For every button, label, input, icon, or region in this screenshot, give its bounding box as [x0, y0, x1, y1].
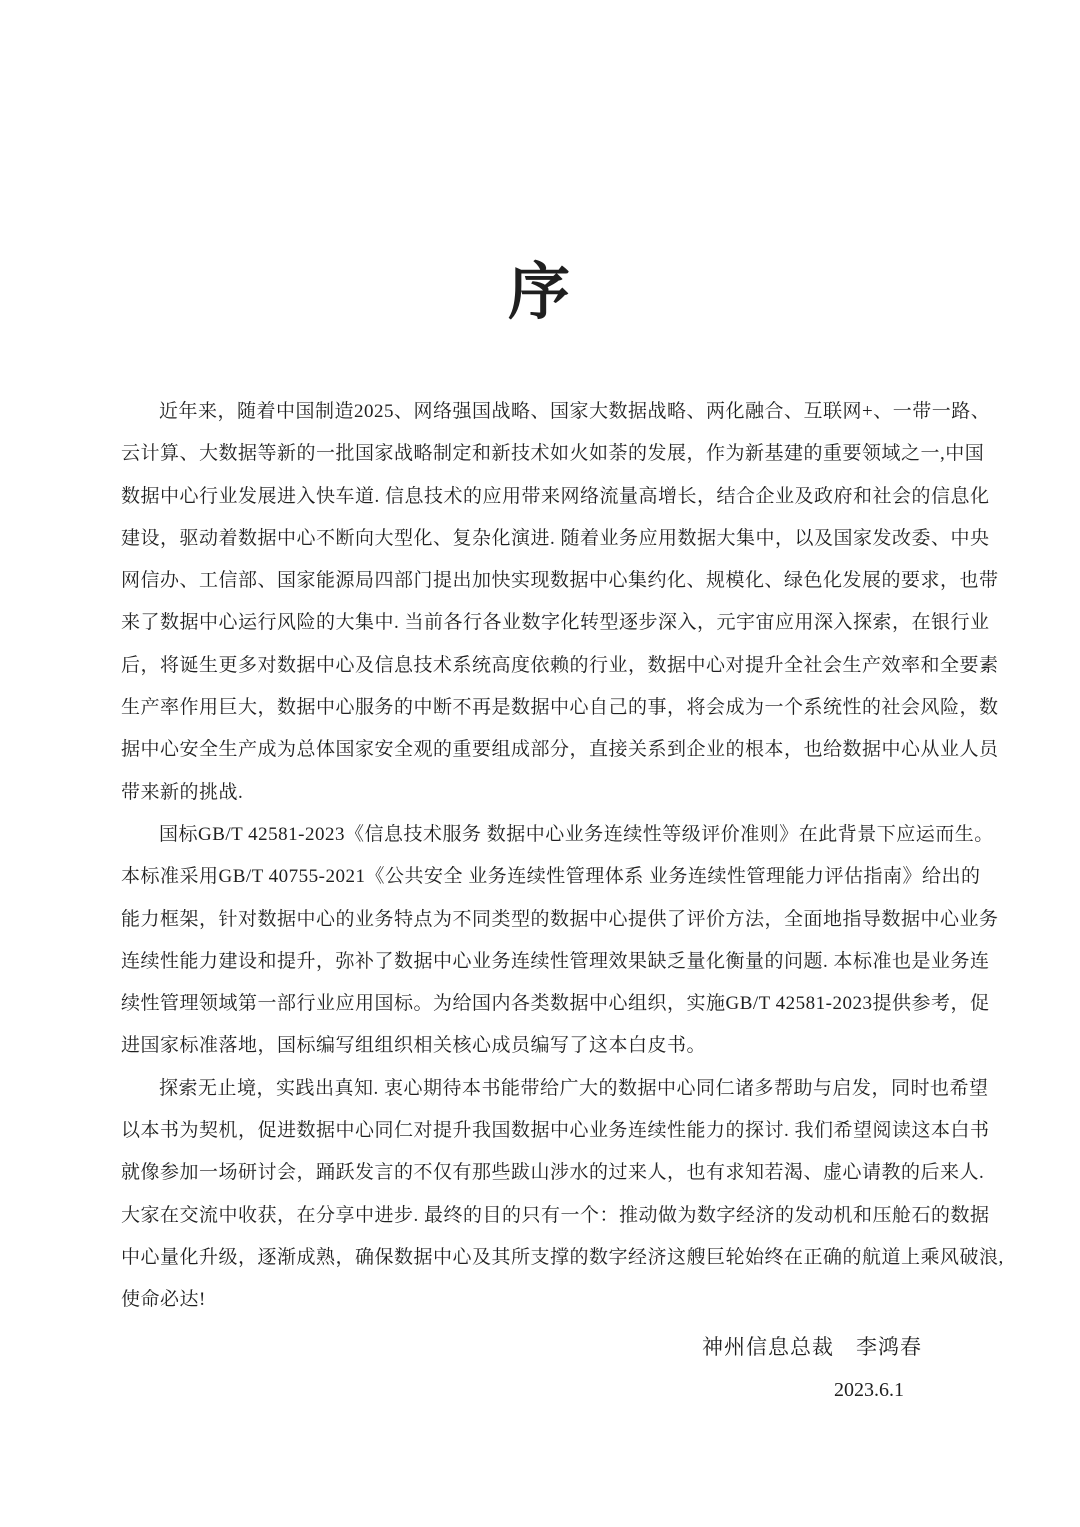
body-line: 大家在交流中收获，在分享中进步. 最终的目的只有一个：推动做为数字经济的发动机和压舱石的数据	[121, 1204, 990, 1226]
body-line: 就像参加一场研讨会，踊跃发言的不仅有那些跋山涉水的过来人，也有求知若渴、虚心请教的后来人.	[121, 1162, 985, 1184]
body-line: 生产率作用巨大，数据中心服务的中断不再是数据中心自己的事，将会成为一个系统性的社会风险，数	[121, 697, 999, 719]
body-line: 连续性能力建设和提升，弥补了数据中心业务连续性管理效果缺乏量化衡量的问题. 本标准也是业务连	[121, 950, 990, 972]
body-line: 中心量化升级，逐渐成熟，确保数据中心及其所支撑的数字经济这艘巨轮始终在正确的航道上乘风破浪,	[121, 1246, 1004, 1268]
signature-date: 2023.6.1	[834, 1379, 904, 1401]
signature-name: 神州信息总裁 李鸿春	[702, 1335, 922, 1359]
body-line: 国标GB/T 42581-2023《信息技术服务 数据中心业务连续性等级评价准则》在此背景下应运而生。	[159, 823, 994, 845]
body-line: 进国家标准落地，国标编写组组织相关核心成员编写了这本白皮书。	[121, 1035, 707, 1057]
body-line: 据中心安全生产成为总体国家安全观的重要组成部分，直接关系到企业的根本，也给数据中心从业人员	[121, 739, 999, 761]
preface-body	[121, 391, 1004, 1322]
body-line: 数据中心行业发展进入快车道. 信息技术的应用带来网络流量高增长，结合企业及政府和社会的信息化	[121, 485, 990, 507]
body-line: 以本书为契机，促进数据中心同仁对提升我国数据中心业务连续性能力的探讨. 我们希望阅读这本白书	[121, 1120, 990, 1142]
body-line: 建设，驱动着数据中心不断向大型化、复杂化演进. 随着业务应用数据大集中，以及国家发改委、中央	[121, 527, 990, 549]
body-line: 来了数据中心运行风险的大集中. 当前各行各业数字化转型逐步深入，元宇宙应用深入探索，在银行业	[121, 612, 990, 634]
body-line: 能力框架，针对数据中心的业务特点为不同类型的数据中心提供了评价方法，全面地指导数据中心业务	[121, 908, 999, 930]
body-line: 网信办、工信部、国家能源局四部门提出加快实现数据中心集约化、规模化、绿色化发展的要求，也带	[121, 570, 999, 592]
body-line: 续性管理领域第一部行业应用国标。为给国内各类数据中心组织，实施GB/T 42581-2023提供参考，促	[121, 993, 990, 1015]
body-line: 带来新的挑战.	[121, 781, 244, 803]
body-line: 后，将诞生更多对数据中心及信息技术系统高度依赖的行业，数据中心对提升全社会生产效率和全要素	[121, 654, 999, 676]
body-line: 本标准采用GB/T 40755-2021《公共安全 业务连续性管理体系 业务连续性管理能力评估指南》给出的	[121, 866, 981, 888]
body-line: 使命必达!	[121, 1289, 206, 1311]
body-line: 近年来，随着中国制造2025、网络强国战略、国家大数据战略、两化融合、互联网+、一带一路、	[159, 401, 991, 422]
page-title: 序	[507, 259, 572, 327]
body-line: 云计算、大数据等新的一批国家战略制定和新技术如火如荼的发展，作为新基建的重要领域之一,中国	[121, 443, 985, 465]
body-line: 探索无止境，实践出真知. 衷心期待本书能带给广大的数据中心同仁诸多帮助与启发，同时也希望	[159, 1077, 989, 1099]
